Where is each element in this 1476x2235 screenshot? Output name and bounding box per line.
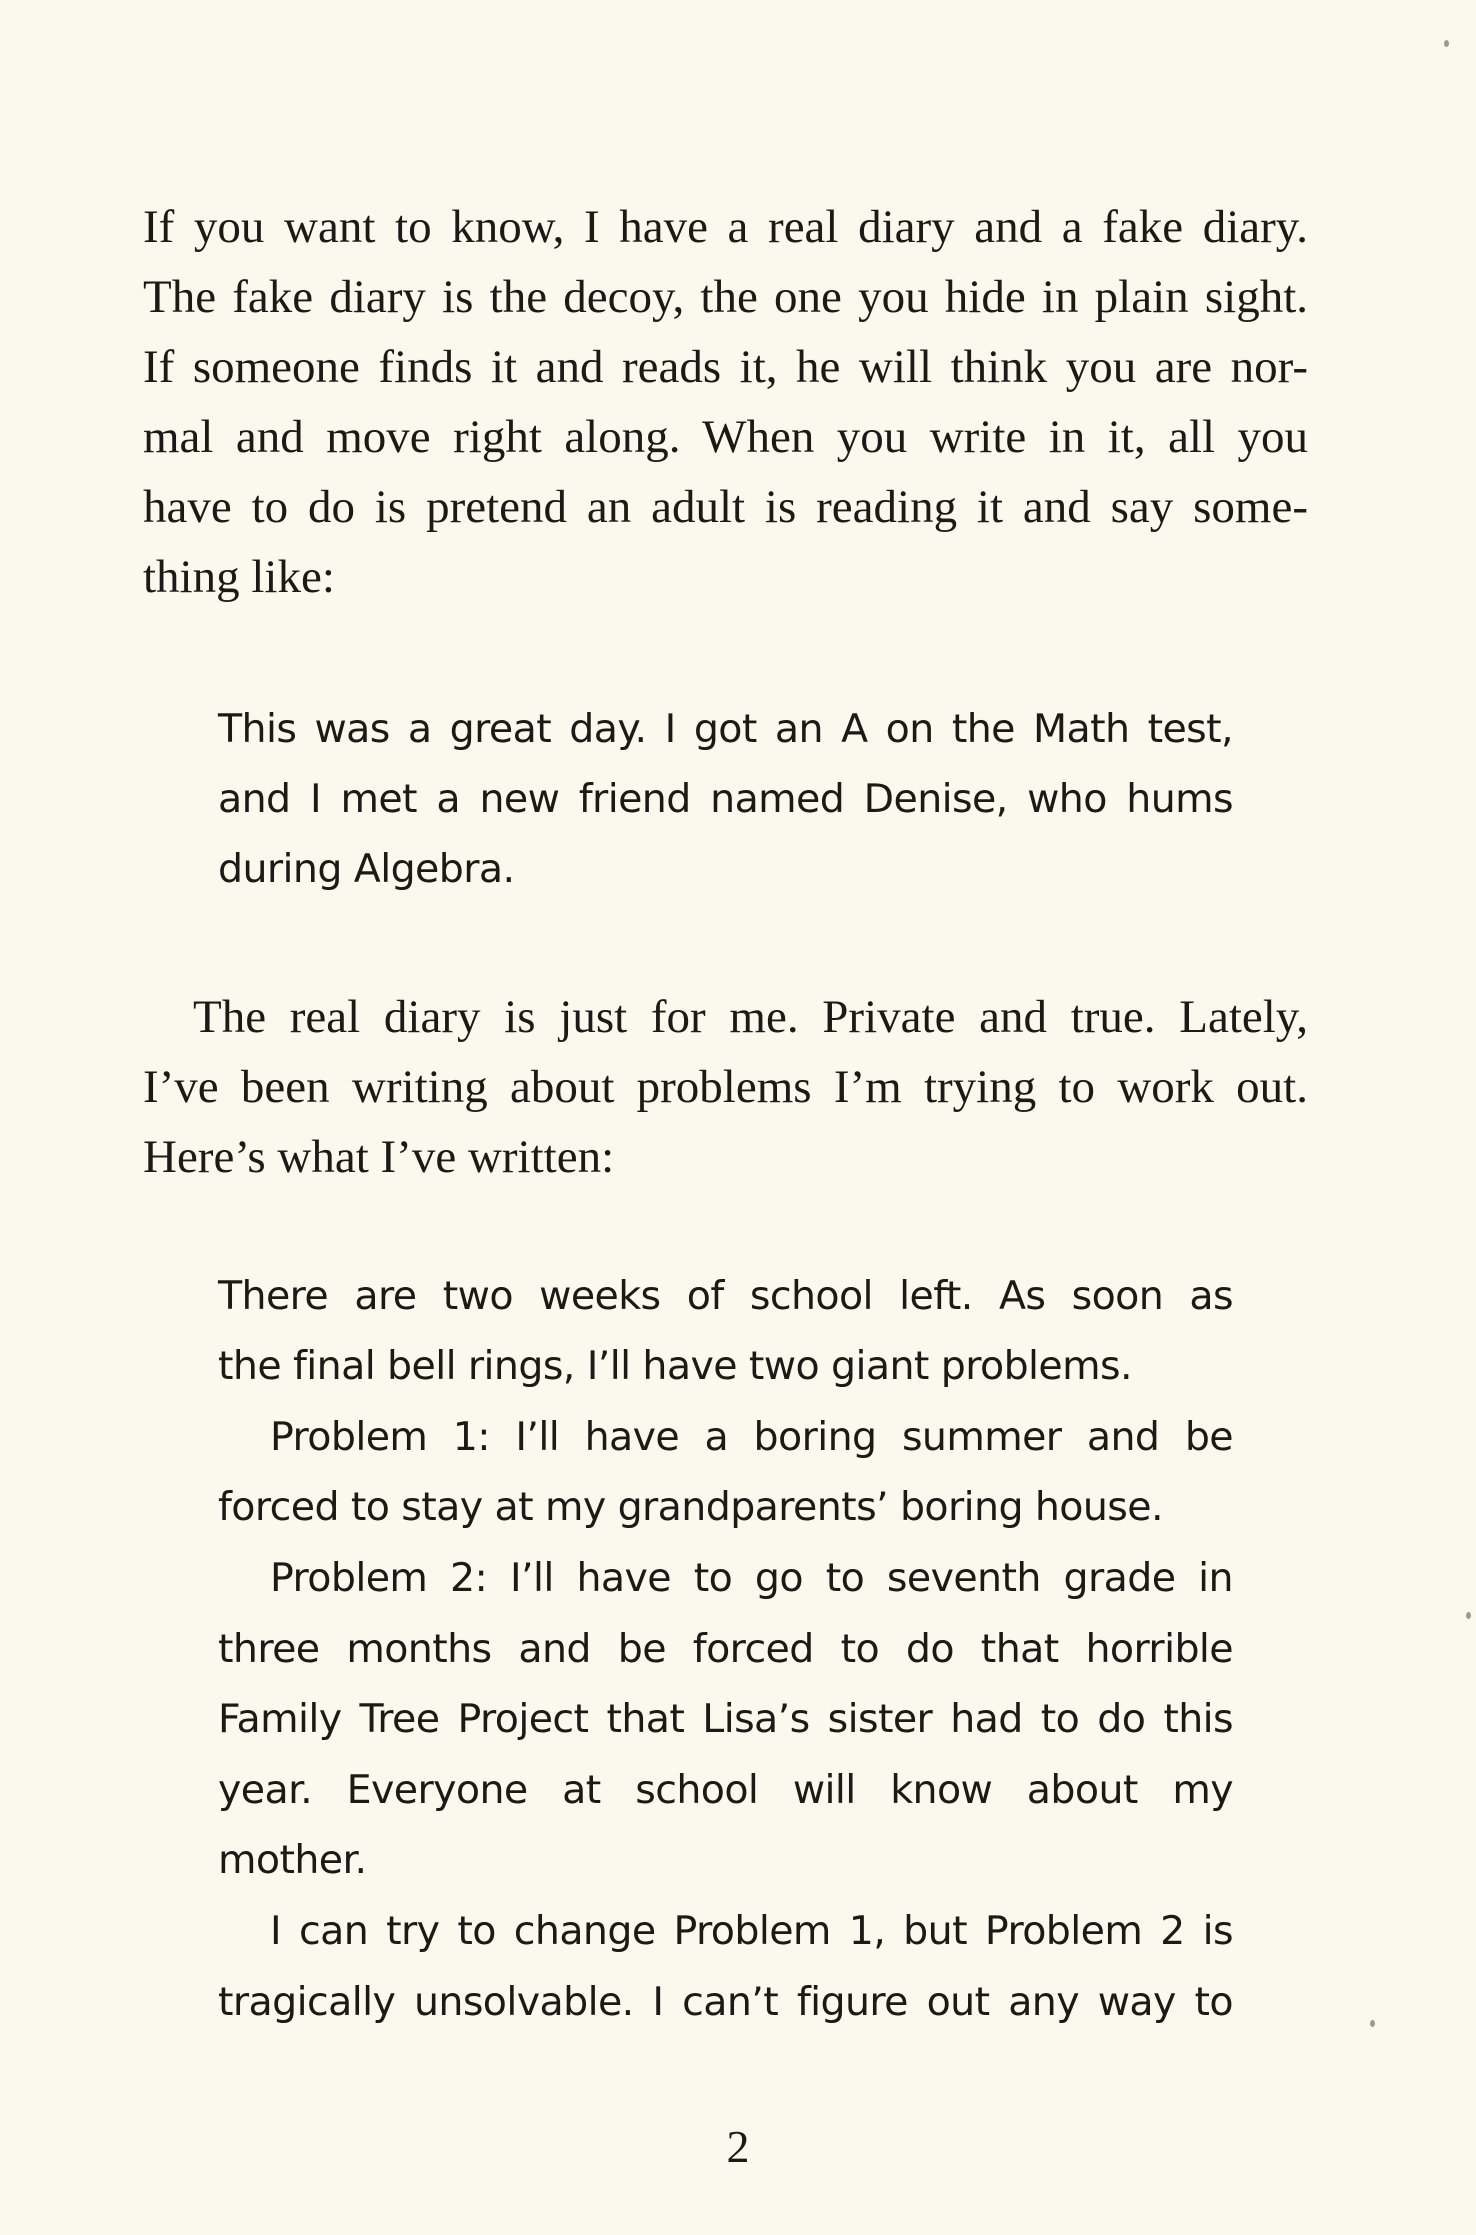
narration-line: The real diary is just for me. Private and true. Lately, (193, 991, 1308, 1043)
real-diary-line: Family Tree Project that Lisa’s sister had to do this (218, 1696, 1233, 1742)
scan-speck (1370, 2020, 1375, 2027)
narration-line: The fake diary is the decoy, the one you hide in plain sight. (143, 271, 1308, 323)
real-diary-line: year. Everyone at school will know about my (218, 1767, 1233, 1813)
fake-diary-line: This was a great day. I got an A on the Math test, (218, 706, 1233, 752)
real-diary-line: mother. (218, 1837, 367, 1883)
fake-diary-line: during Algebra. (218, 846, 515, 892)
narration-line: thing like: (143, 551, 335, 603)
narration-line: Here’s what I’ve written: (143, 1131, 615, 1183)
real-diary-line: the final bell rings, I’ll have two giant problems. (218, 1343, 1132, 1389)
real-diary-line: tragically unsolvable. I can’t figure out any way to (218, 1979, 1233, 2025)
page-number: 2 (726, 2121, 750, 2172)
real-diary-line: forced to stay at my grandparents’ boring house. (218, 1484, 1163, 1530)
real-diary-line: There are two weeks of school left. As soon as (218, 1273, 1233, 1319)
narration-line: have to do is pretend an adult is reading it and say some- (143, 481, 1308, 533)
scan-speck (1444, 40, 1449, 47)
real-diary-line: I can try to change Problem 1, but Problem 2 is (270, 1908, 1233, 1954)
fake-diary-line: and I met a new friend named Denise, who hums (218, 776, 1233, 822)
scan-speck (1466, 1612, 1471, 1619)
real-diary-line: three months and be forced to do that horrible (218, 1626, 1233, 1672)
real-diary-line: Problem 2: I’ll have to go to seventh grade in (270, 1555, 1233, 1601)
narration-line: If you want to know, I have a real diary and a fake diary. (143, 201, 1308, 253)
narration-line: I’ve been writing about problems I’m trying to work out. (143, 1061, 1308, 1113)
narration-line: mal and move right along. When you write in it, all you (143, 411, 1308, 463)
real-diary-line: Problem 1: I’ll have a boring summer and be (270, 1414, 1233, 1460)
narration-line: If someone finds it and reads it, he will think you are nor- (143, 341, 1308, 393)
